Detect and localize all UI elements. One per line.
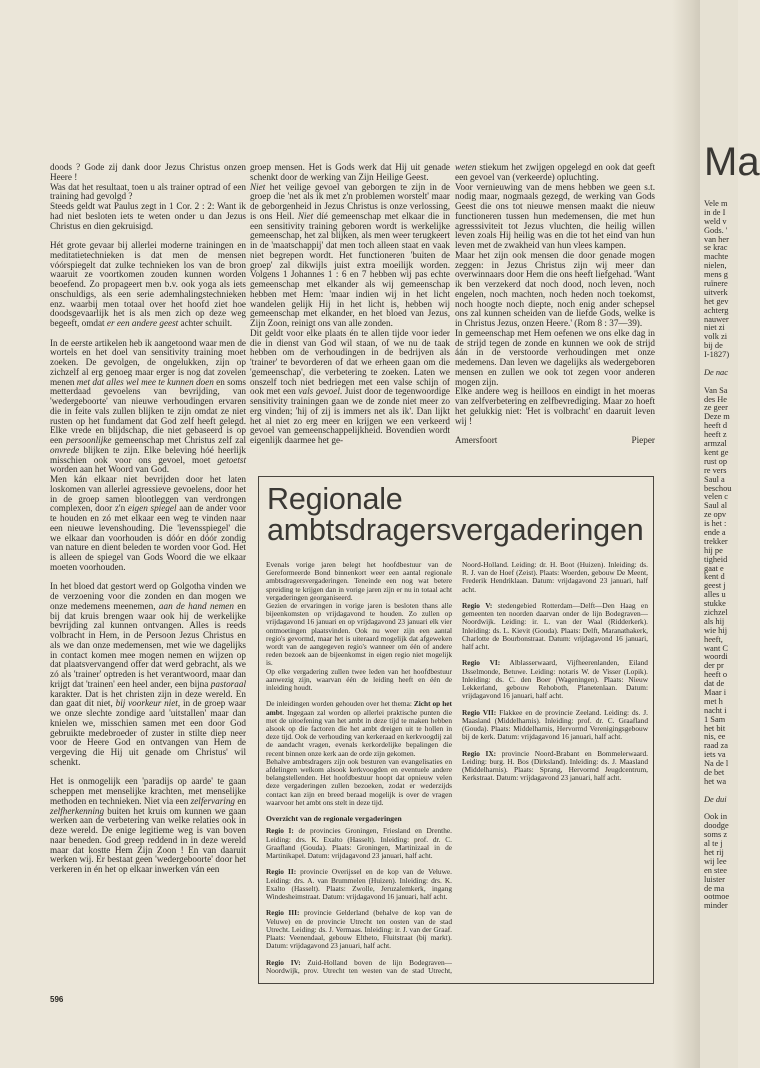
text-run: en bij dat kruis brengen waar ook hij de werkelijke bevrijding zal kunnen ontvangen. Alles is reeds volbracht in Hem, in de Persoon Jezus Christus en als we dan onze medemensen, met wie we dagelijks in contact komen mee mogen nemen en wijzen op dat plaatsvervangend offer dat werd gebracht, als we zó als 'trainer' optreden is het verantwoord, maar dan krijgt dat 'trainen' een heel ander, een bijna xyxy=(50,600,246,689)
facing-page-line: alles u xyxy=(704,590,726,600)
facing-page-line: gaat e xyxy=(704,563,724,573)
emphasis-run: pastoraal xyxy=(210,678,246,689)
facing-page-line: re vers xyxy=(704,465,727,475)
facing-page-line: Vele m xyxy=(704,199,728,208)
facing-page-line: der pr xyxy=(704,661,724,671)
announcement-body xyxy=(266,561,648,976)
text-run: Het is onmogelijk een 'paradijs op aarde' te gaan scheppen met menselijke krachten, met menselijke methoden en technieken. Niet via een xyxy=(50,776,246,806)
title-line-2: ambtsdragersvergaderingen xyxy=(267,513,644,547)
paragraph xyxy=(50,475,246,573)
facing-page-line: het wa xyxy=(704,776,727,786)
region-label: Regio IX: xyxy=(462,748,497,758)
facing-page-line: met h xyxy=(704,696,723,706)
facing-page-line: niet zi xyxy=(704,323,725,333)
emphasis-run: zelfherkenning xyxy=(50,805,105,816)
paragraph-group xyxy=(250,163,450,446)
text-run: buiten het kruis om kunnen we gaan werken aan de verbetering van welke relaties ook in deze wereld. De enige legitieme weg is van boven naar beneden. God greep reddend in in deze wereld maar dat kostte Hem Zijn Zoon ! En van daaruit werken wij. Er bestaat geen 'wedergeboorte' door het verkeren in én het op elkaar inwerken ván een xyxy=(50,805,246,874)
facing-page-line: het gev xyxy=(704,296,729,306)
facing-page-line: De nac xyxy=(704,367,728,377)
paragraph xyxy=(455,163,655,183)
article-column-1 xyxy=(50,163,246,885)
paragraph-group xyxy=(50,582,246,767)
text-run: díé gemeenschap met elkaar die in een sensitivity training geboren wordt is werkelijke gemeenschap, het zal blijken, als men weer terugkeert in de 'maatschappij' dat men toch alleen staat en vaak niet begrepen wordt. Het functioneren 'buiten de groep' zal dikwijls juist extra moeilijk worden. Volgens 1 Johannes 1 : 6 en 7 hebben wij pas echte gemeenschap met elkander als wij gemeenschap hebben met Hem: 'maar indien wij in het licht wandelen gelijk Hij in het licht is, hebben wij gemeenschap met elkander, en het bloed van Jezus, Zijn Zoon, reinigt ons van alle zonden. xyxy=(250,210,451,328)
region-entry xyxy=(462,750,648,783)
paragraph-group xyxy=(455,163,655,426)
facing-page-line: woordi xyxy=(704,652,728,662)
facing-page-line: geest j xyxy=(704,581,726,591)
emphasis-run: bij voorkeur niet xyxy=(115,698,178,709)
text-run: karakter. Dat is het christen zijn in deze wereld. En dan gaat dit niet, xyxy=(50,688,246,709)
paragraph xyxy=(250,163,450,183)
paragraph xyxy=(455,251,655,329)
facing-page-line: Na de l xyxy=(704,759,729,769)
facing-page-line: kent ge xyxy=(704,447,729,457)
facing-page-line: nacht i xyxy=(704,705,727,715)
facing-page-line: kent d xyxy=(704,572,725,582)
paragraph xyxy=(50,241,246,329)
text-run: Hét grote gevaar bij allerlei moderne trainingen en meditatietechnieken is dat men de mensen vóórspiegelt dat zulke technieken los van de bron waaruit ze voortkomen zouden kunnen worden beoefend. Zo propageert men b.v. ook yoga als iets onschuldigs, als een serie ademhalingstechnieken enz. waarbij men totaal over het hoofd ziet hoe doodsgevaarlijk het is als men zich op deze weg begeeft, omdat xyxy=(50,240,246,328)
announcement-box xyxy=(258,476,654,984)
facing-page-line: in de I xyxy=(704,207,726,217)
facing-page-line: het rij xyxy=(704,848,724,858)
facing-page-line: hij pe xyxy=(704,545,723,555)
region-entry xyxy=(462,602,648,651)
text-run: worden aan het Woord van God. xyxy=(50,464,170,475)
emphasis-run: Niet xyxy=(250,181,266,192)
region-label: Regio I: xyxy=(266,826,294,836)
paragraph xyxy=(455,329,655,388)
intro-paragraph: Gezien de ervaringen in vorige jaren is besloten thans alle bijeenkomsten op vrijdagavond te houden. Zo zullen op vrijdagavond 16 januari en op vrijdagavond 23 januari elk vier ontmoetingen plaatsvinden. Ook nu weer zijn een aantal regio's gevormd, maar het is uiteraard mogelijk dat afgeweken wordt van de aangegeven regio's wanneer om één of andere reden bezoek aan de bijeenkomst in eigen regio niet mogelijk is. xyxy=(266,601,452,668)
emphasis-run: met dat alles wel mee te kunnen doen xyxy=(76,376,214,387)
facing-page-line: Ook in xyxy=(704,812,728,822)
facing-page-line: beschou xyxy=(704,483,732,493)
text-run: Was dat het resultaat, toen u als trainer optrad of een training had gevolgd ? xyxy=(50,181,246,202)
facing-page-line: ende a xyxy=(704,527,726,537)
paragraph xyxy=(50,202,246,231)
paragraph xyxy=(250,183,450,329)
facing-page-line: luister xyxy=(704,874,725,884)
facing-page-line: armzal xyxy=(704,439,727,449)
emphasis-run: weten xyxy=(455,162,477,172)
paragraph xyxy=(50,339,246,476)
text-run: het veilige gevoel van geborgen te zijn in de groep die 'net als ik met z'n problemen worstelt' maar de geborgenheid in Jezus Christus is onze verlossing, is ons Heil. xyxy=(250,181,450,221)
text-run: Elke andere weg is heilloos en eindigt in het moeras van zelfverbetering en zelfbevrediging. Maar zo hoeft het gelukkig niet: 'Het is volbracht' en daaruit leven wij ! xyxy=(455,386,655,426)
signature-author: Pieper xyxy=(631,435,655,445)
facing-page-line: achterg xyxy=(704,305,729,315)
page-number: 596 xyxy=(50,995,64,1004)
overview-heading: Overzicht van de regionale vergaderingen xyxy=(266,814,402,824)
welcome-paragraph: Behalve ambtsdragers zijn ook besturen van evangelisaties en afdelingen welkom alsook kerkvoogden en eventuele andere belangstellenden. Het hoofdbestuur hoopt dat opnieuw velen deze vergaderingen zullen bezoeken, zodat er wederzijds contact kan zijn en breed beraad mogelijk is over de vragen waarvoor het ambt ons stelt in deze tijd. xyxy=(266,756,452,807)
facing-page-line: tigheid xyxy=(704,554,728,564)
region-details: provincie Overijssel en de kop van de Veluwe. Leiding: drs. A. van Brummelen (Huizen). Inleiding: drs. K. Exalto (Hasselt). Plaats: Zwolle, Jeruzalemkerk, ingang Windesheimstraat. Datum: vrijdagavond 16 januari, half acht. xyxy=(266,867,452,902)
paragraph-group xyxy=(50,241,246,329)
region-details: provincie Noord-Brabant en Bommelerwaard. Leiding: burg. H. Bos (Dirksland). Inleiding: ds. J. Maasland (Middelharnis). Plaats: Sprang, Hervormd Jeugdcentrum, Kerkstraat. Datum: vrijdagavond 23 januari, half acht. xyxy=(462,748,648,783)
facing-page-line: Van Sa xyxy=(704,385,728,395)
emphasis-run: vals gevoel xyxy=(298,386,340,397)
facing-page-line: wij lee xyxy=(704,856,727,866)
region-entry xyxy=(266,868,452,901)
text-run: aan de ander voor te houden en zó met elkaar een weg te vinden naar een nieuwe levenshouding. Die 'levensspiegel' die we elkaar dan voorhouden is dóór en dóór zondig van nature en dient beleden te worden voor God. Het is alleen de spiegel van Gods Woord die we elkaar moeten voorhouden. xyxy=(50,503,246,572)
facing-page-line: weld v xyxy=(704,216,727,226)
article-column-2 xyxy=(250,163,450,456)
text-run: . Juist door de tegenwoordige sensitivity trainingen gaan we de zonde niet meer zo erg vinden; 'hij of zij is immers net als ik'. Dan lijkt het al niet zo erg meer en krijgen we een verkeerd gevoel van gemeenschappelijkheid. Bovendien wordt eigenlijk daarmee het ge- xyxy=(250,386,450,445)
facing-page-line: heeft z xyxy=(704,430,727,440)
region-label: Regio IV: xyxy=(266,957,301,967)
emphasis-run: Niet xyxy=(297,210,314,221)
facing-page-line: nielen, xyxy=(704,261,727,271)
facing-page-line: Maar i xyxy=(704,687,727,697)
region-label: Regio III: xyxy=(266,908,300,918)
emphasis-run: persoonlijke xyxy=(66,435,112,445)
theme-intro: De inleidingen worden gehouden over het thema: xyxy=(266,699,414,709)
paragraph xyxy=(50,183,246,203)
facing-page-line: nauwer xyxy=(704,314,729,324)
facing-page-line: de ma xyxy=(704,883,725,893)
region-entry xyxy=(462,659,648,700)
facing-page-line: als hij xyxy=(704,616,725,626)
facing-page-line: ze opv xyxy=(704,510,727,520)
region-details: stedengebied Rotterdam—Delft—Den Haag en gemeenten ten noorden daarvan onder de lijn Bodegraven—Noordwijk. Leiding: ir. L. van der Waal (Ridderkerk). Inleiding: ds. L. Kievit (Gouda). Plaats: Delft, Maranathakerk, Charlotte de Bourbonstraat. Datum: vrijdagavond 16 januari, half acht. xyxy=(462,601,648,652)
emphasis-run: aan de hand nemen xyxy=(158,600,234,611)
text-run: blijken te zijn. Elke beleving hóé heerlijk misschien ook voor ons gevoel, moet xyxy=(50,444,246,465)
paragraph-group xyxy=(50,339,246,573)
text-run: Men kán elkaar niet bevrijden door het laten loskomen van allerlei agressieve gevoelens, door het in de groep samen blootleggen van verdrongen complexen, door z'n xyxy=(50,474,246,514)
facing-page-line: I-1827) xyxy=(704,350,730,360)
facing-page-line: Saul al xyxy=(704,501,728,511)
text-run: Dit geldt voor elke plaats én te allen tijde voor ieder die in dienst van God wil staan, of we nu de taak hebben om de verhoudingen in de bedrijven als 'trainer' te bevorderen of dat we erheen gaan om die 'gemeenschap', die verbetering te zoeken. Laten we onszelf toch niet bedriegen met een valse schijn of ook met een xyxy=(250,327,450,397)
facing-page-line: se krac xyxy=(704,243,728,253)
facing-page-line: des He xyxy=(704,394,728,404)
emphasis-run: er een andere geest xyxy=(106,318,179,328)
theme-name: Zicht op het ambt xyxy=(266,699,452,717)
facing-page-line: ruïnere xyxy=(704,279,728,289)
facing-page-line: heeft d xyxy=(704,421,728,431)
facing-page-line: al te j xyxy=(704,839,723,849)
region-entry xyxy=(462,709,648,742)
paragraph xyxy=(50,163,246,183)
text-run: , in de groep waar we onze slechte zondige aard 'uitstallen' maar dan knielen we, misschien samen met een door God gebruikte medebroeder of zuster in stilte diep neer voor de Heere God en ontvangen van Hem de vergeving die Hij uit genade om Christus' wil schenkt. xyxy=(50,698,246,767)
facing-page-line: velen c xyxy=(704,492,728,502)
emphasis-run: onvrede xyxy=(50,444,80,455)
paragraph-group xyxy=(50,163,246,231)
facing-page-fragment xyxy=(700,0,760,1068)
text-run: gemeenschap met Christus zelf zal xyxy=(111,435,247,445)
theme-paragraph xyxy=(266,700,452,757)
facing-page-line: uitverk xyxy=(704,287,728,297)
region-entry xyxy=(266,827,452,860)
theme-text: . Ingegaan zal worden op allerlei praktische punten die met de uitoefening van het ambt in deze tijd te maken hebben alsook op die factoren die het ambt dreigen uit te hollen in deze tijd. Ook de verhouding van kerkeraad en kerkvoogdij zal de aandacht vragen, evenals kerkordelijke bepalingen die recent binnen onze kerk aan de orde zijn gekomen. xyxy=(266,707,452,758)
text-run: stiekum het zwijgen opgelegd en ook dat geeft een gevoel van (verkeerde) opluchting. xyxy=(455,162,655,182)
text-run: en soms metterdaad gevoelens van bevrijding, van 'wedergeboorte' van nieuwe verhoudingen ervaren die in feite vals zullen blijken te zijn omdat ze niet rusten op het fundament dat God zelf heeft gelegd. Elke vrede en blijdschap, die niet gebaseerd is op een xyxy=(50,376,246,445)
region-details: Flakkee en de provincie Zeeland. Leiding: ds. J. Maasland (Middelharnis). Inleiding: prof. dr. C. Graafland (Gouda). Plaats: Middelharnis, Hervormd Verenigingsgebouw bij de kerk. Datum: vrijdagavond 16 januari, half acht. xyxy=(462,707,648,742)
facing-page-line: ootmoe xyxy=(704,892,730,902)
facing-page-title: Ma xyxy=(704,140,760,184)
facing-page-line: de bet xyxy=(704,768,725,777)
region-details: de provincies Groningen, Friesland en Drenthe. Leiding: drs. K. Exalto (Hasselt). Inleiding: prof. dr. C. Graafland (Gouda). Plaats: Groningen, Martinizaal in de Martinikapel. Datum: vrijdagavond 23 januari, half acht. xyxy=(266,826,452,861)
emphasis-run: eigen spiegel xyxy=(127,503,177,514)
emphasis-run: zelfervaring xyxy=(190,795,236,806)
region-entry xyxy=(266,909,452,950)
facing-page-line: mens g xyxy=(704,270,728,280)
text-run: achter schuilt. xyxy=(178,318,233,328)
facing-page-line: Gods. ' xyxy=(704,225,728,235)
region-details: provincie Gelderland (behalve de kop van de Veluwe) en de provincie Utrecht ten oosten van de stad Utrecht. Leiding: ds. J. Vermaas. Inleiding: ir. J. van der Graaf. Plaats: Veenendaal, gebouw Eltheto, Fluitstraat (bij markt). Datum: vrijdagavond 23 januari, half acht. xyxy=(266,908,452,951)
facing-page-line: zichzel xyxy=(704,607,728,617)
region-label: Regio VI: xyxy=(462,658,501,668)
article-column-3 xyxy=(455,163,655,446)
paragraph xyxy=(455,183,655,251)
facing-page-line: trekker xyxy=(704,536,728,546)
paragraph xyxy=(50,582,246,767)
facing-page-line: raad za xyxy=(704,741,728,751)
paragraph xyxy=(50,777,246,875)
facing-page-line: en stee xyxy=(704,865,728,875)
facing-page-line: nis, ee xyxy=(704,732,726,742)
facing-page-line: dat de xyxy=(704,679,725,689)
text-run: In het bloed dat gestort werd op Golgotha vinden we de verzoening voor die zonden en dan mogen we onze medemens meenemen, xyxy=(50,581,246,611)
facing-page-line: van her xyxy=(704,234,729,244)
paragraph xyxy=(455,387,655,426)
region-details: Zuid-Holland boven de lijn Bodegraven—Noordwijk, prov. Utrecht ten westen van de stad Utrecht, Noord-Holland. Leiding: dr. H. Boot (Huizen). Inleiding: ds. R. J. van de Hoef (Zeist). Plaats: Woerden, gebouw De Meent, Frederik Hendriklaan. Datum: vrijdagavond 23 januari, half acht. xyxy=(266,560,648,975)
text-run: Steeds geldt wat Paulus zegt in 1 Cor. 2 : 2: Want ik had niet besloten iets te weten onder u dan Jezus Christus en dien gekruisigd. xyxy=(50,201,246,231)
facing-page-line: heeft, xyxy=(704,634,723,644)
facing-page-line: volk zi xyxy=(704,332,728,342)
facing-page-line: stukke xyxy=(704,599,726,609)
text-run: Maar het zijn ook mensen die door genade mogen zeggen: in Jezus Christus zijn wij meer dan overwinnaars door Hem die ons heeft liefgehad. 'Want ik ben verzekerd dat noch dood, noch leven, noch engelen, noch machten, noch heden noch toekomst, noch hoogte noch diepte, noch enig ander schepsel ons zal kunnen scheiden van de liefde Gods, welke is in Christus Jezus, onzen Heere.' (Rom 8 : 37—39). xyxy=(455,249,655,328)
facing-page-line: doodge xyxy=(704,821,729,831)
facing-page-line: heeft o xyxy=(704,670,728,680)
title-line-1: Regionale xyxy=(267,482,403,516)
facing-page-line: rust op xyxy=(704,456,728,466)
text-run: en xyxy=(235,795,247,806)
text-run: doods ? Gode zij dank door Jezus Christus onzen Heere ! xyxy=(50,162,246,182)
region-label: Regio V: xyxy=(462,601,493,610)
facing-page-line: machte xyxy=(704,252,729,262)
facing-page-line: Deze m xyxy=(704,412,730,422)
facing-page-line: wie hij xyxy=(704,625,728,635)
article-signature xyxy=(455,436,655,446)
region-label: Regio II: xyxy=(266,867,297,877)
facing-page-text xyxy=(704,200,731,911)
facing-page-line: soms z xyxy=(704,830,728,840)
text-run: groep mensen. Het is Gods werk dat Hij uit genade schenkt door de werking van Zijn Heilige Geest. xyxy=(250,162,450,182)
intro-paragraph: Op elke vergadering zullen twee leden van het hoofdbestuur aanwezig zijn, waarvan één de leiding heeft en één de inleiding houdt. xyxy=(266,666,452,693)
text-run: In de eerste artikelen heb ik aangetoond waar men de wortels en het doel van sensitivity training moet zoeken. De gevolgen, de ongelukken, zijn op zichzelf al erg genoeg maar erger is nog dat zovelen menen xyxy=(50,337,246,387)
facing-page-line: want C xyxy=(704,643,728,653)
region-details: Alblasserwaard, Vijfheerenlanden, Eiland IJsselmonde, Betuwe. Leiding: notaris W. de Visser (Lopik). Inleiding: ds. C. den Boer (Wageningen). Plaats: Nieuw Lekkerland, gebouw Rehoboth, Planetenlaan. Datum: vrijdagavond 16 januari, half acht. xyxy=(462,658,648,701)
facing-page-line: 1 Sam xyxy=(704,714,726,724)
paragraph xyxy=(250,329,450,446)
facing-page-line: het bit xyxy=(704,723,726,733)
facing-page-line: is het : xyxy=(704,519,727,529)
text-run: In gemeenschap met Hem oefenen we ons elke dag in de strijd tegen de zonde en kunnen we ook de strijd áán in de verstoorde verhoudingen met onze medemens. Dan leven we dagelijks als wedergeboren mensen en zullen we ook tot zegen voor anderen mogen zijn. xyxy=(455,327,655,387)
paragraph-group xyxy=(50,777,246,875)
emphasis-run: getoetst xyxy=(217,454,246,465)
announcement-title xyxy=(267,484,653,546)
region-label: Regio VII: xyxy=(462,707,497,717)
text-run: Voor vernieuwing van de mens hebben we geen s.t. nodig maar, nogmaals gezegd, de werking van Gods Geest die ons tot nieuwe mensen maakt die nieuw functioneren tussen hun medemensen, die met hun agresssiviteit tot Jezus vluchten, die heilig willen leven zoals Hij heilig was en die tot het eind van hun leven met de zwakheid van hun vlees kampen. xyxy=(455,181,655,250)
facing-page-line: ze geer xyxy=(704,403,728,413)
facing-page-line: minder xyxy=(704,901,728,911)
signature-place: Amersfoort xyxy=(455,435,498,445)
facing-page-line: De dui xyxy=(704,794,727,804)
facing-page-line: Saul a xyxy=(704,474,725,484)
facing-page-line: iets va xyxy=(704,750,726,760)
intro-paragraph: Evenals vorige jaren belegt het hoofdbestuur van de Gereformeerde Bond binnenkort weer een aantal regionale ambtsdragersvergaderingen. Teneinde een nog wat betere spreiding te krijgen dan in vorige jaren zijn er nu in totaal acht vergaderingen georganiseerd. xyxy=(266,560,452,602)
facing-page-line: bij de xyxy=(704,341,723,351)
